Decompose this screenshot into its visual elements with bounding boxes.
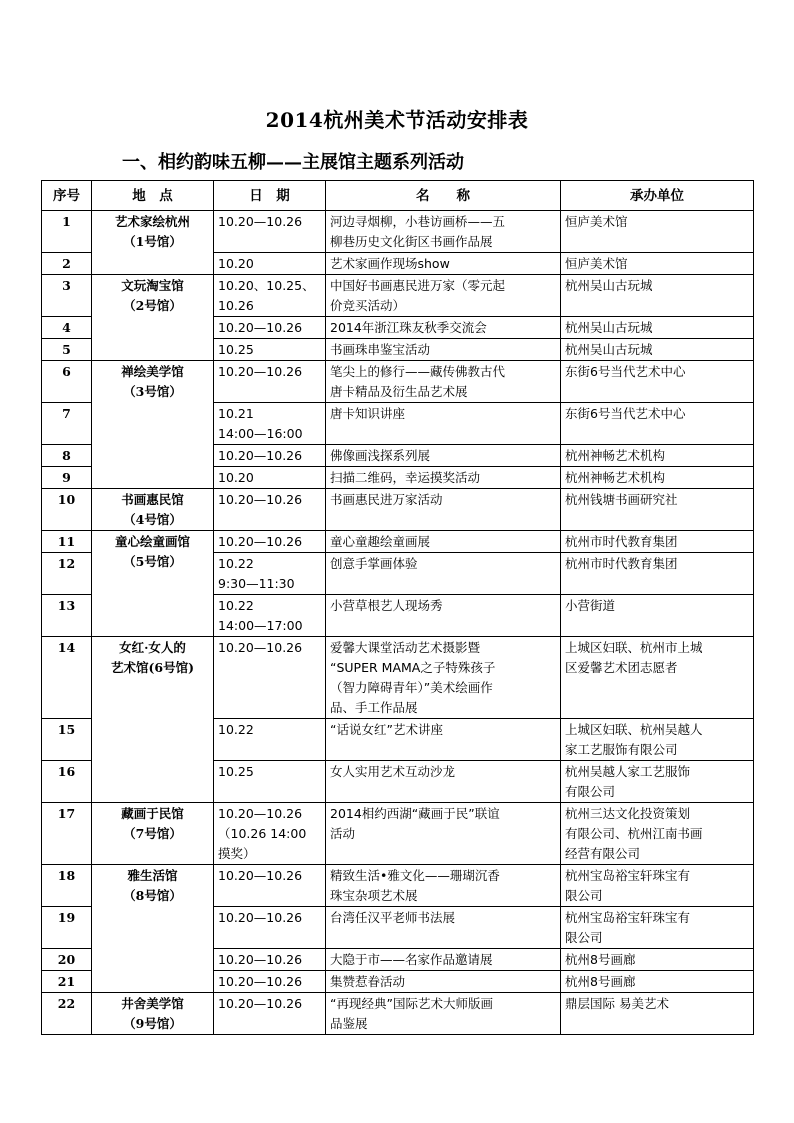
cell-line: 禅绘美学馆 <box>121 364 184 379</box>
row-number: 17 <box>42 803 92 865</box>
date-cell <box>214 761 326 803</box>
cell-line: （8号馆） <box>123 888 182 903</box>
cell-line: 文玩淘宝馆 <box>121 278 184 293</box>
row-number: 20 <box>42 949 92 971</box>
cell-line: 杭州8号画廊 <box>565 952 636 967</box>
event-name-cell <box>326 719 561 761</box>
row-number: 22 <box>42 993 92 1035</box>
cell-line: 10.20—10.26 <box>218 492 303 507</box>
table-row <box>42 489 754 531</box>
row-number: 7 <box>42 403 92 445</box>
cell-line: 扫描二维码，幸运摸奖活动 <box>330 470 481 485</box>
cell-line: 10.20—10.26 <box>218 640 303 655</box>
cell-line: 杭州吴山古玩城 <box>565 320 653 335</box>
cell-line: 价竞买活动） <box>330 298 406 313</box>
row-number: 12 <box>42 553 92 595</box>
cell-line: 杭州吴山古玩城 <box>565 278 653 293</box>
cell-line: 小营街道 <box>565 598 616 613</box>
venue-cell <box>92 865 214 993</box>
cell-line: 10.22 <box>218 598 254 613</box>
table-row <box>42 865 754 907</box>
date-cell <box>214 595 326 637</box>
cell-line: 恒庐美术馆 <box>565 256 628 271</box>
venue-cell <box>92 211 214 275</box>
cell-line: “再现经典”国际艺术大师版画 <box>330 996 493 1011</box>
cell-line: 10.20、10.25、 <box>218 278 315 293</box>
row-number: 6 <box>42 361 92 403</box>
organizer-cell <box>561 803 754 865</box>
cell-line: 佛像画浅探系列展 <box>330 448 431 463</box>
header-date: 日 期 <box>214 181 326 211</box>
event-name-cell <box>326 761 561 803</box>
cell-line: 活动 <box>330 826 356 841</box>
date-cell <box>214 553 326 595</box>
row-number: 3 <box>42 275 92 317</box>
cell-line: 2014相约西湖“藏画于民”联谊 <box>330 806 500 821</box>
cell-line: 雅生活馆 <box>127 868 178 883</box>
event-name-cell <box>326 275 561 317</box>
cell-line: 10.20 <box>218 470 254 485</box>
venue-cell <box>92 531 214 637</box>
date-cell <box>214 403 326 445</box>
cell-line: 区爱馨艺术团志愿者 <box>565 660 678 675</box>
date-cell <box>214 949 326 971</box>
row-number: 11 <box>42 531 92 553</box>
header-no: 序号 <box>42 181 92 211</box>
organizer-cell <box>561 595 754 637</box>
cell-line: 14:00—16:00 <box>218 426 303 441</box>
table-row <box>42 993 754 1035</box>
cell-line: （7号馆） <box>123 826 182 841</box>
event-name-cell <box>326 361 561 403</box>
cell-line: 9:30—11:30 <box>218 576 295 591</box>
cell-line: 有限公司、杭州江南书画 <box>565 826 703 841</box>
event-name-cell <box>326 403 561 445</box>
cell-line: 恒庐美术馆 <box>565 214 628 229</box>
table-row <box>42 211 754 253</box>
organizer-cell <box>561 531 754 553</box>
cell-line: 10.20 <box>218 256 254 271</box>
organizer-cell <box>561 865 754 907</box>
cell-line: 10.20—10.26 <box>218 910 303 925</box>
cell-line: 唐卡精品及衍生品艺术展 <box>330 384 468 399</box>
row-number: 10 <box>42 489 92 531</box>
cell-line: 10.20—10.26 <box>218 952 303 967</box>
cell-line: “SUPER MAMA之子特殊孩子 <box>330 660 496 675</box>
section-heading: 一、相约韵味五柳——主展馆主题系列活动 <box>122 152 464 173</box>
organizer-cell <box>561 489 754 531</box>
cell-line: 经营有限公司 <box>565 846 641 861</box>
cell-line: 唐卡知识讲座 <box>330 406 406 421</box>
organizer-cell <box>561 949 754 971</box>
event-name-cell <box>326 993 561 1035</box>
cell-line: 摸奖） <box>218 846 256 861</box>
venue-cell <box>92 489 214 531</box>
cell-line: 10.20—10.26 <box>218 320 303 335</box>
cell-line: 书画惠民馆 <box>121 492 184 507</box>
venue-cell <box>92 637 214 803</box>
venue-cell <box>92 803 214 865</box>
cell-line: 女红·女人的 <box>119 640 186 655</box>
cell-line: 艺术家绘杭州 <box>114 214 190 229</box>
cell-line: 书画惠民进万家活动 <box>330 492 443 507</box>
date-cell <box>214 253 326 275</box>
date-cell <box>214 467 326 489</box>
cell-line: 集赞惹眷活动 <box>330 974 406 989</box>
date-cell <box>214 719 326 761</box>
header-organizer: 承办单位 <box>561 181 754 211</box>
organizer-cell <box>561 907 754 949</box>
cell-line: （2号馆） <box>123 298 182 313</box>
cell-line: 杭州市时代教育集团 <box>565 534 678 549</box>
organizer-cell <box>561 403 754 445</box>
cell-line: 童心童趣绘童画展 <box>330 534 431 549</box>
cell-line: 上城区妇联、杭州市上城 <box>565 640 703 655</box>
cell-line: 限公司 <box>565 888 603 903</box>
header-name: 名 称 <box>326 181 561 211</box>
cell-line: 有限公司 <box>565 784 616 799</box>
event-name-cell <box>326 949 561 971</box>
row-number: 8 <box>42 445 92 467</box>
table-row <box>42 361 754 403</box>
cell-line: 女人实用艺术互动沙龙 <box>330 764 456 779</box>
cell-line: 井舍美学馆 <box>121 996 184 1011</box>
cell-line: 10.22 <box>218 722 254 737</box>
event-name-cell <box>326 971 561 993</box>
date-cell <box>214 637 326 719</box>
event-name-cell <box>326 531 561 553</box>
date-cell <box>214 531 326 553</box>
date-cell <box>214 275 326 317</box>
cell-line: 珠宝杂项艺术展 <box>330 888 418 903</box>
event-name-cell <box>326 637 561 719</box>
cell-line: 藏画于民馆 <box>121 806 184 821</box>
event-name-cell <box>326 595 561 637</box>
date-cell <box>214 971 326 993</box>
organizer-cell <box>561 253 754 275</box>
cell-line: 艺术家画作现场show <box>330 256 450 271</box>
cell-line: 河边寻烟柳，小巷访画桥——五 <box>330 214 506 229</box>
cell-line: 杭州神畅艺术机构 <box>565 470 666 485</box>
date-cell <box>214 361 326 403</box>
date-cell <box>214 803 326 865</box>
cell-line: （4号馆） <box>123 512 182 527</box>
date-cell <box>214 445 326 467</box>
cell-line: 柳巷历史文化街区书画作品展 <box>330 234 493 249</box>
date-cell <box>214 907 326 949</box>
row-number: 19 <box>42 907 92 949</box>
organizer-cell <box>561 361 754 403</box>
cell-line: （3号馆） <box>123 384 182 399</box>
date-cell <box>214 211 326 253</box>
organizer-cell <box>561 339 754 361</box>
cell-line: （1号馆） <box>123 234 182 249</box>
cell-line: （9号馆） <box>123 1016 182 1031</box>
row-number: 9 <box>42 467 92 489</box>
row-number: 18 <box>42 865 92 907</box>
cell-line: 鼎层国际 易美艺术 <box>565 996 669 1011</box>
table-row <box>42 275 754 317</box>
cell-line: 创意手掌画体验 <box>330 556 418 571</box>
organizer-cell <box>561 761 754 803</box>
cell-line: 10.26 <box>218 298 254 313</box>
event-name-cell <box>326 553 561 595</box>
table-header-row <box>42 181 754 211</box>
cell-line: 小营草根艺人现场秀 <box>330 598 443 613</box>
cell-line: 杭州市时代教育集团 <box>565 556 678 571</box>
cell-line: 限公司 <box>565 930 603 945</box>
cell-line: 爱馨大课堂活动艺术摄影暨 <box>330 640 481 655</box>
cell-line: （10.26 14:00 <box>218 826 307 841</box>
cell-line: 杭州吴山古玩城 <box>565 342 653 357</box>
event-name-cell <box>326 803 561 865</box>
organizer-cell <box>561 971 754 993</box>
cell-line: 童心绘童画馆 <box>114 534 190 549</box>
cell-line: 杭州8号画廊 <box>565 974 636 989</box>
table-row <box>42 637 754 719</box>
cell-line: （5号馆） <box>123 554 182 569</box>
cell-line: 10.22 <box>218 556 254 571</box>
cell-line: 东街6号当代艺术中心 <box>565 406 686 421</box>
cell-line: 品、手工作品展 <box>330 700 418 715</box>
event-name-cell <box>326 467 561 489</box>
cell-line: 上城区妇联、杭州吴越人 <box>565 722 703 737</box>
organizer-cell <box>561 467 754 489</box>
cell-line: 台湾任汉平老师书法展 <box>330 910 456 925</box>
header-venue: 地 点 <box>92 181 214 211</box>
cell-line: （智力障碍青年）”美术绘画作 <box>330 680 493 695</box>
cell-line: 14:00—17:00 <box>218 618 303 633</box>
cell-line: “话说女红”艺术讲座 <box>330 722 443 737</box>
cell-line: 笔尖上的修行——藏传佛教古代 <box>330 364 506 379</box>
row-number: 15 <box>42 719 92 761</box>
organizer-cell <box>561 637 754 719</box>
schedule-table <box>41 180 754 1035</box>
event-name-cell <box>326 865 561 907</box>
organizer-cell <box>561 445 754 467</box>
cell-line: 家工艺服饰有限公司 <box>565 742 678 757</box>
cell-line: 10.21 <box>218 406 254 421</box>
row-number: 5 <box>42 339 92 361</box>
cell-line: 杭州吴越人家工艺服饰 <box>565 764 691 779</box>
event-name-cell <box>326 339 561 361</box>
date-cell <box>214 317 326 339</box>
date-cell <box>214 489 326 531</box>
event-name-cell <box>326 211 561 253</box>
organizer-cell <box>561 275 754 317</box>
date-cell <box>214 865 326 907</box>
event-name-cell <box>326 445 561 467</box>
event-name-cell <box>326 253 561 275</box>
row-number: 14 <box>42 637 92 719</box>
cell-line: 品鉴展 <box>330 1016 368 1031</box>
cell-line: 10.25 <box>218 764 254 779</box>
organizer-cell <box>561 553 754 595</box>
row-number: 13 <box>42 595 92 637</box>
cell-line: 10.25 <box>218 342 254 357</box>
cell-line: 中国好书画惠民进万家（零元起 <box>330 278 506 293</box>
table-row <box>42 531 754 553</box>
row-number: 1 <box>42 211 92 253</box>
page-title: 2014杭州美术节活动安排表 <box>265 108 529 132</box>
cell-line: 精致生活•雅文化——珊瑚沉香 <box>330 868 500 883</box>
cell-line: 10.20—10.26 <box>218 364 303 379</box>
cell-line: 杭州神畅艺术机构 <box>565 448 666 463</box>
cell-line: 东街6号当代艺术中心 <box>565 364 686 379</box>
cell-line: 10.20—10.26 <box>218 806 303 821</box>
row-number: 16 <box>42 761 92 803</box>
cell-line: 杭州宝岛裕宝轩珠宝有 <box>565 910 691 925</box>
cell-line: 艺术馆(6号馆) <box>110 660 195 675</box>
cell-line: 杭州宝岛裕宝轩珠宝有 <box>565 868 691 883</box>
cell-line: 10.20—10.26 <box>218 996 303 1011</box>
cell-line: 书画珠串鉴宝活动 <box>330 342 431 357</box>
event-name-cell <box>326 907 561 949</box>
organizer-cell <box>561 211 754 253</box>
cell-line: 杭州钱塘书画研究社 <box>565 492 678 507</box>
cell-line: 10.20—10.26 <box>218 448 303 463</box>
cell-line: 2014年浙江珠友秋季交流会 <box>330 320 487 335</box>
venue-cell <box>92 993 214 1035</box>
cell-line: 10.20—10.26 <box>218 868 303 883</box>
venue-cell <box>92 275 214 361</box>
organizer-cell <box>561 317 754 339</box>
schedule-body <box>42 211 754 1035</box>
cell-line: 10.20—10.26 <box>218 974 303 989</box>
cell-line: 10.20—10.26 <box>218 214 303 229</box>
date-cell <box>214 339 326 361</box>
table-row <box>42 803 754 865</box>
row-number: 4 <box>42 317 92 339</box>
cell-line: 10.20—10.26 <box>218 534 303 549</box>
cell-line: 杭州三达文化投资策划 <box>565 806 691 821</box>
venue-cell <box>92 361 214 489</box>
organizer-cell <box>561 719 754 761</box>
cell-line: 大隐于市——名家作品邀请展 <box>330 952 493 967</box>
organizer-cell <box>561 993 754 1035</box>
row-number: 2 <box>42 253 92 275</box>
row-number: 21 <box>42 971 92 993</box>
event-name-cell <box>326 489 561 531</box>
event-name-cell <box>326 317 561 339</box>
date-cell <box>214 993 326 1035</box>
